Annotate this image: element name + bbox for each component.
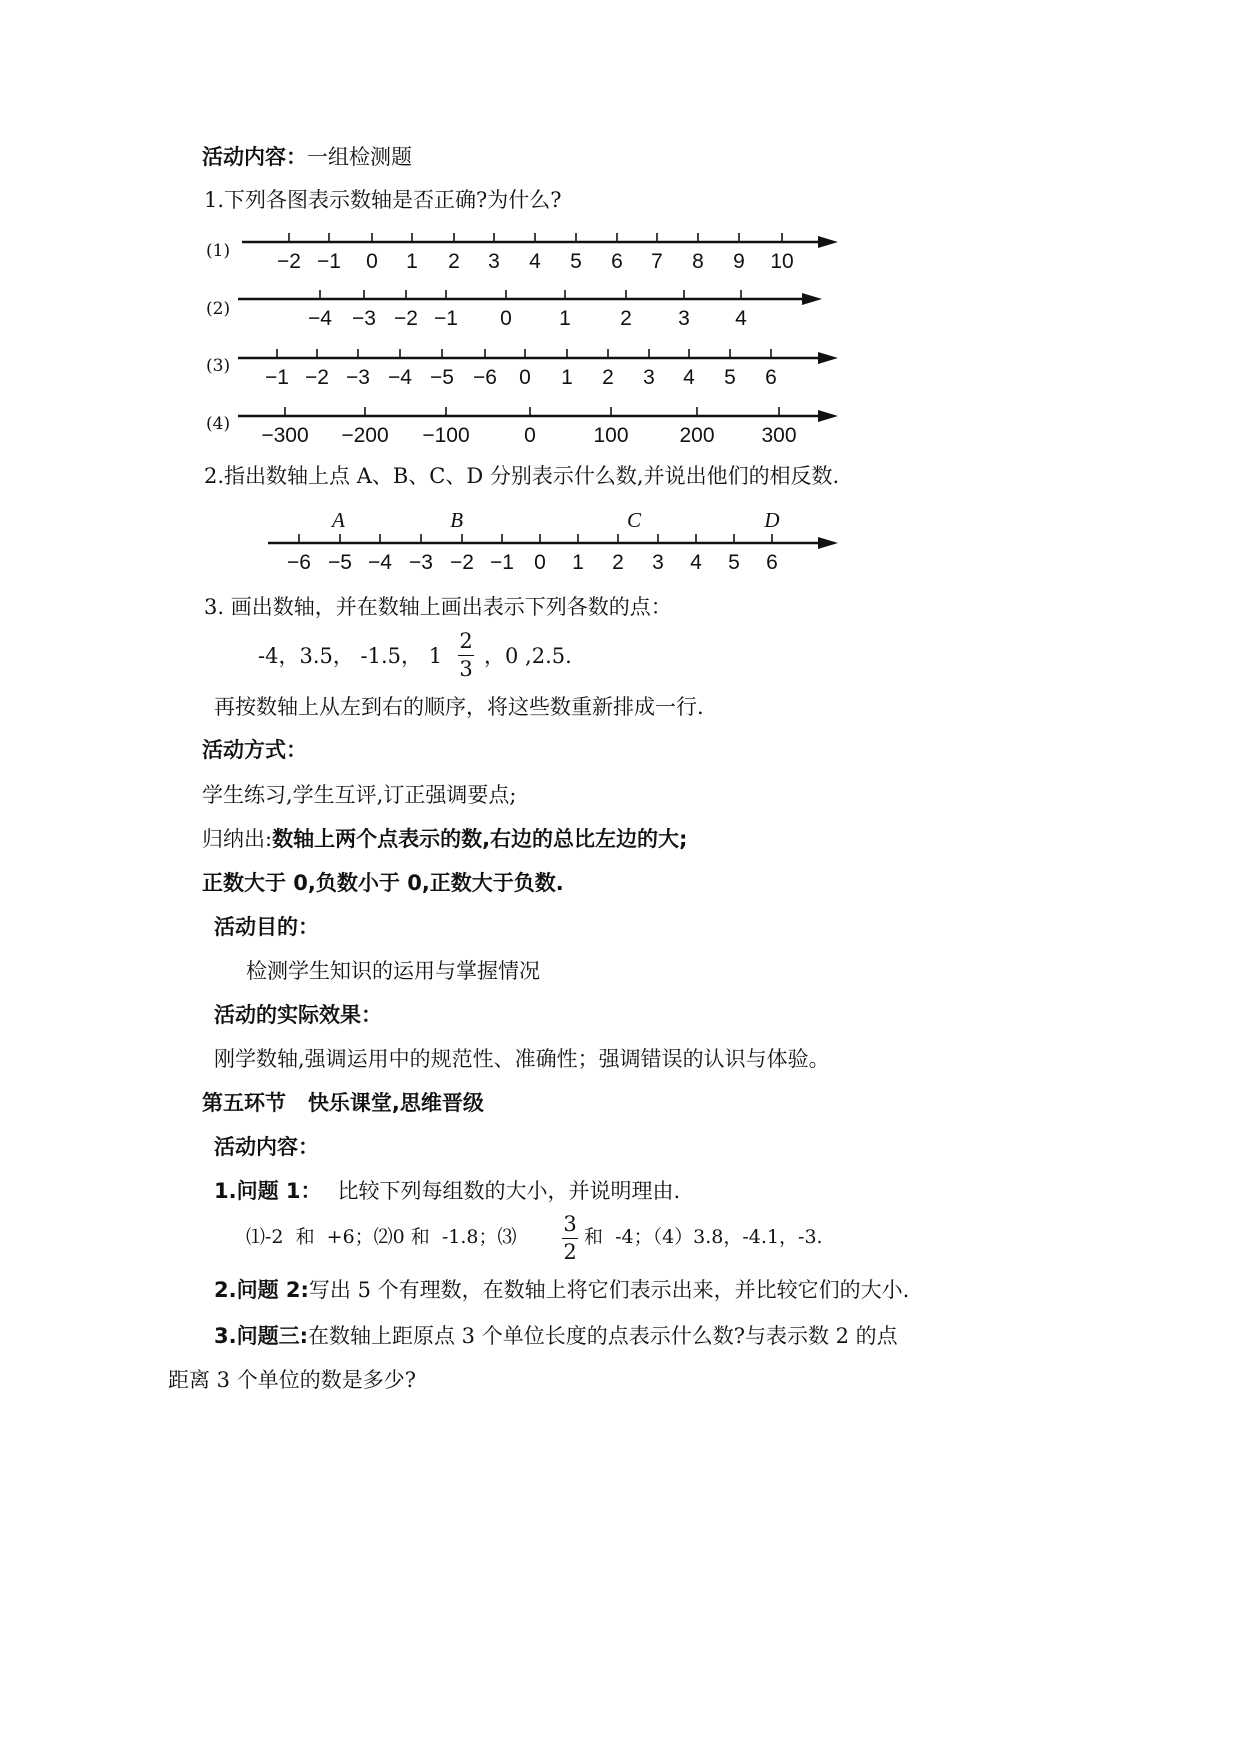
problem-1-text: 比较下列每组数的大小，并说明理由. <box>337 1179 681 1203</box>
purpose-text: 检测学生知识的运用与掌握情况 <box>246 959 540 983</box>
axis-arrow-3 <box>818 352 838 364</box>
tick-label-5-10: 4 <box>690 551 702 574</box>
tick-label-5-7: 1 <box>572 551 584 574</box>
tick-label-1-3: 1 <box>406 250 418 273</box>
tick-label-4-3: 0 <box>524 424 536 447</box>
point-A: A <box>332 508 345 532</box>
axis-arrow-2 <box>802 293 822 305</box>
tick-label-1-8: 6 <box>611 250 623 273</box>
tick-label-4-2: −100 <box>422 424 470 447</box>
activity-content-heading: 活动内容：一组检测题 <box>202 145 412 169</box>
tick-label-5-8: 2 <box>612 551 624 574</box>
tick-label-2-5: 1 <box>559 307 571 330</box>
tick-label-5-4: −2 <box>450 551 474 574</box>
p1-fraction-numerator: 3 <box>563 1212 577 1236</box>
tick-label-2-4: 0 <box>500 307 512 330</box>
q3-fraction-numerator: 2 <box>459 629 473 653</box>
tick-label-1-0: −2 <box>277 250 301 273</box>
tick-label-3-10: 4 <box>683 366 695 389</box>
problem-1 <box>214 1181 680 1202</box>
tick-label-5-6: 0 <box>534 551 546 574</box>
q3-tail: 再按数轴上从左到右的顺序，将这些数重新排成一行. <box>214 695 704 719</box>
question-2: 2.指出数轴上点 A、B、C、D 分别表示什么数,并说出他们的相反数. <box>204 464 840 488</box>
q3-numbers-a: -4，3.5， -1.5， 1 <box>258 644 443 668</box>
point-C: C <box>627 508 642 532</box>
q3-fraction-denominator: 3 <box>459 657 473 681</box>
purpose-heading: 活动目的： <box>214 915 319 939</box>
tick-label-3-9: 3 <box>643 366 655 389</box>
tick-label-4-0: −300 <box>261 424 309 447</box>
tick-label-1-12: 10 <box>770 250 794 273</box>
tick-label-3-0: −1 <box>265 366 289 389</box>
tick-label-4-5: 200 <box>679 424 715 447</box>
tick-label-3-5: −6 <box>473 366 497 389</box>
method-line-2: 归纳出:数轴上两个点表示的数,右边的总比左边的大; <box>202 827 688 851</box>
tick-label-3-11: 5 <box>724 366 736 389</box>
tick-label-5-9: 3 <box>652 551 664 574</box>
problem-3 <box>214 1326 898 1347</box>
problem-3-text: 在数轴上距原点 3 个单位长度的点表示什么数?与表示数 2 的点 <box>308 1324 898 1348</box>
tick-label-1-11: 9 <box>733 250 745 273</box>
tick-label-1-2: 0 <box>366 250 378 273</box>
problem-1-items-a: ⑴-2 和 +6；⑵0 和 -1.8；⑶ <box>246 1226 517 1248</box>
tick-label-5-3: −3 <box>409 551 433 574</box>
tick-label-2-2: −2 <box>394 307 418 330</box>
axis-arrow-4 <box>818 410 838 422</box>
point-B: B <box>450 508 464 532</box>
line-label-2: (2) <box>206 299 231 319</box>
tick-label-5-12: 6 <box>766 551 778 574</box>
tick-label-1-6: 4 <box>529 250 541 273</box>
problem-3-cont: 距离 3 个单位的数是多少? <box>168 1368 416 1392</box>
tick-label-3-12: 6 <box>765 366 777 389</box>
tick-label-4-6: 300 <box>761 424 797 447</box>
tick-label-1-1: −1 <box>317 250 341 273</box>
question-3: 3. 画出数轴，并在数轴上画出表示下列各数的点： <box>204 595 672 619</box>
tick-label-1-9: 7 <box>651 250 663 273</box>
tick-label-3-2: −3 <box>346 366 370 389</box>
tick-label-5-11: 5 <box>728 551 740 574</box>
section-5-title: 第五环节 快乐课堂,思维晋级 <box>202 1091 484 1115</box>
tick-label-3-6: 0 <box>519 366 531 389</box>
tick-label-2-1: −3 <box>352 307 376 330</box>
axis-arrow-5 <box>818 537 838 549</box>
tick-label-3-1: −2 <box>305 366 329 389</box>
tick-label-2-3: −1 <box>434 307 458 330</box>
q3-numbers-b: ，0 ,2.5. <box>484 644 572 668</box>
problem-2 <box>214 1280 909 1301</box>
effect-text: 刚学数轴,强调运用中的规范性、准确性；强调错误的认识与体验。 <box>214 1047 830 1071</box>
tick-label-4-4: 100 <box>593 424 629 447</box>
problem-2-text: 写出 5 个有理数，在数轴上将它们表示出来，并比较它们的大小. <box>308 1278 910 1302</box>
problem-1-items-b: 和 -4；（4）3.8，-4.1，-3. <box>584 1226 823 1248</box>
tick-label-4-1: −200 <box>341 424 389 447</box>
tick-label-1-7: 5 <box>570 250 582 273</box>
method-heading: 活动方式： <box>202 738 307 762</box>
tick-label-5-2: −4 <box>368 551 392 574</box>
method-line-3: 正数大于 0,负数小于 0,正数大于负数. <box>202 871 564 895</box>
line-label-1: (1) <box>206 241 231 261</box>
tick-label-5-0: −6 <box>287 551 311 574</box>
tick-label-1-5: 3 <box>488 250 500 273</box>
question-1: 1.下列各图表示数轴是否正确?为什么? <box>204 188 562 212</box>
tick-label-1-4: 2 <box>448 250 460 273</box>
tick-label-3-3: −4 <box>388 366 412 389</box>
tick-label-3-7: 1 <box>561 366 573 389</box>
tick-label-5-1: −5 <box>328 551 352 574</box>
tick-label-2-0: −4 <box>308 307 332 330</box>
tick-label-1-10: 8 <box>692 250 704 273</box>
tick-label-3-4: −5 <box>430 366 454 389</box>
effect-heading: 活动的实际效果： <box>214 1003 382 1027</box>
problem-3-label: 3.问题三: <box>214 1324 308 1348</box>
tick-label-3-8: 2 <box>602 366 614 389</box>
p1-fraction-denominator: 2 <box>563 1240 577 1264</box>
line-label-3: (3) <box>206 356 231 376</box>
problem-2-label: 2.问题 2: <box>214 1278 309 1302</box>
q3-fraction <box>458 631 474 680</box>
point-D: D <box>764 508 780 532</box>
line-label-4: (4) <box>206 414 231 434</box>
problem-1-label: 1.问题 1： <box>214 1179 322 1203</box>
problem-1-fraction <box>562 1214 578 1263</box>
tick-label-5-5: −1 <box>490 551 514 574</box>
tick-label-2-8: 4 <box>735 307 747 330</box>
tick-label-2-7: 3 <box>678 307 690 330</box>
section-5-heading: 活动内容： <box>214 1135 319 1159</box>
axis-arrow-1 <box>818 236 838 248</box>
method-line-1: 学生练习,学生互评,订正强调要点; <box>202 783 517 807</box>
tick-label-2-6: 2 <box>620 307 632 330</box>
